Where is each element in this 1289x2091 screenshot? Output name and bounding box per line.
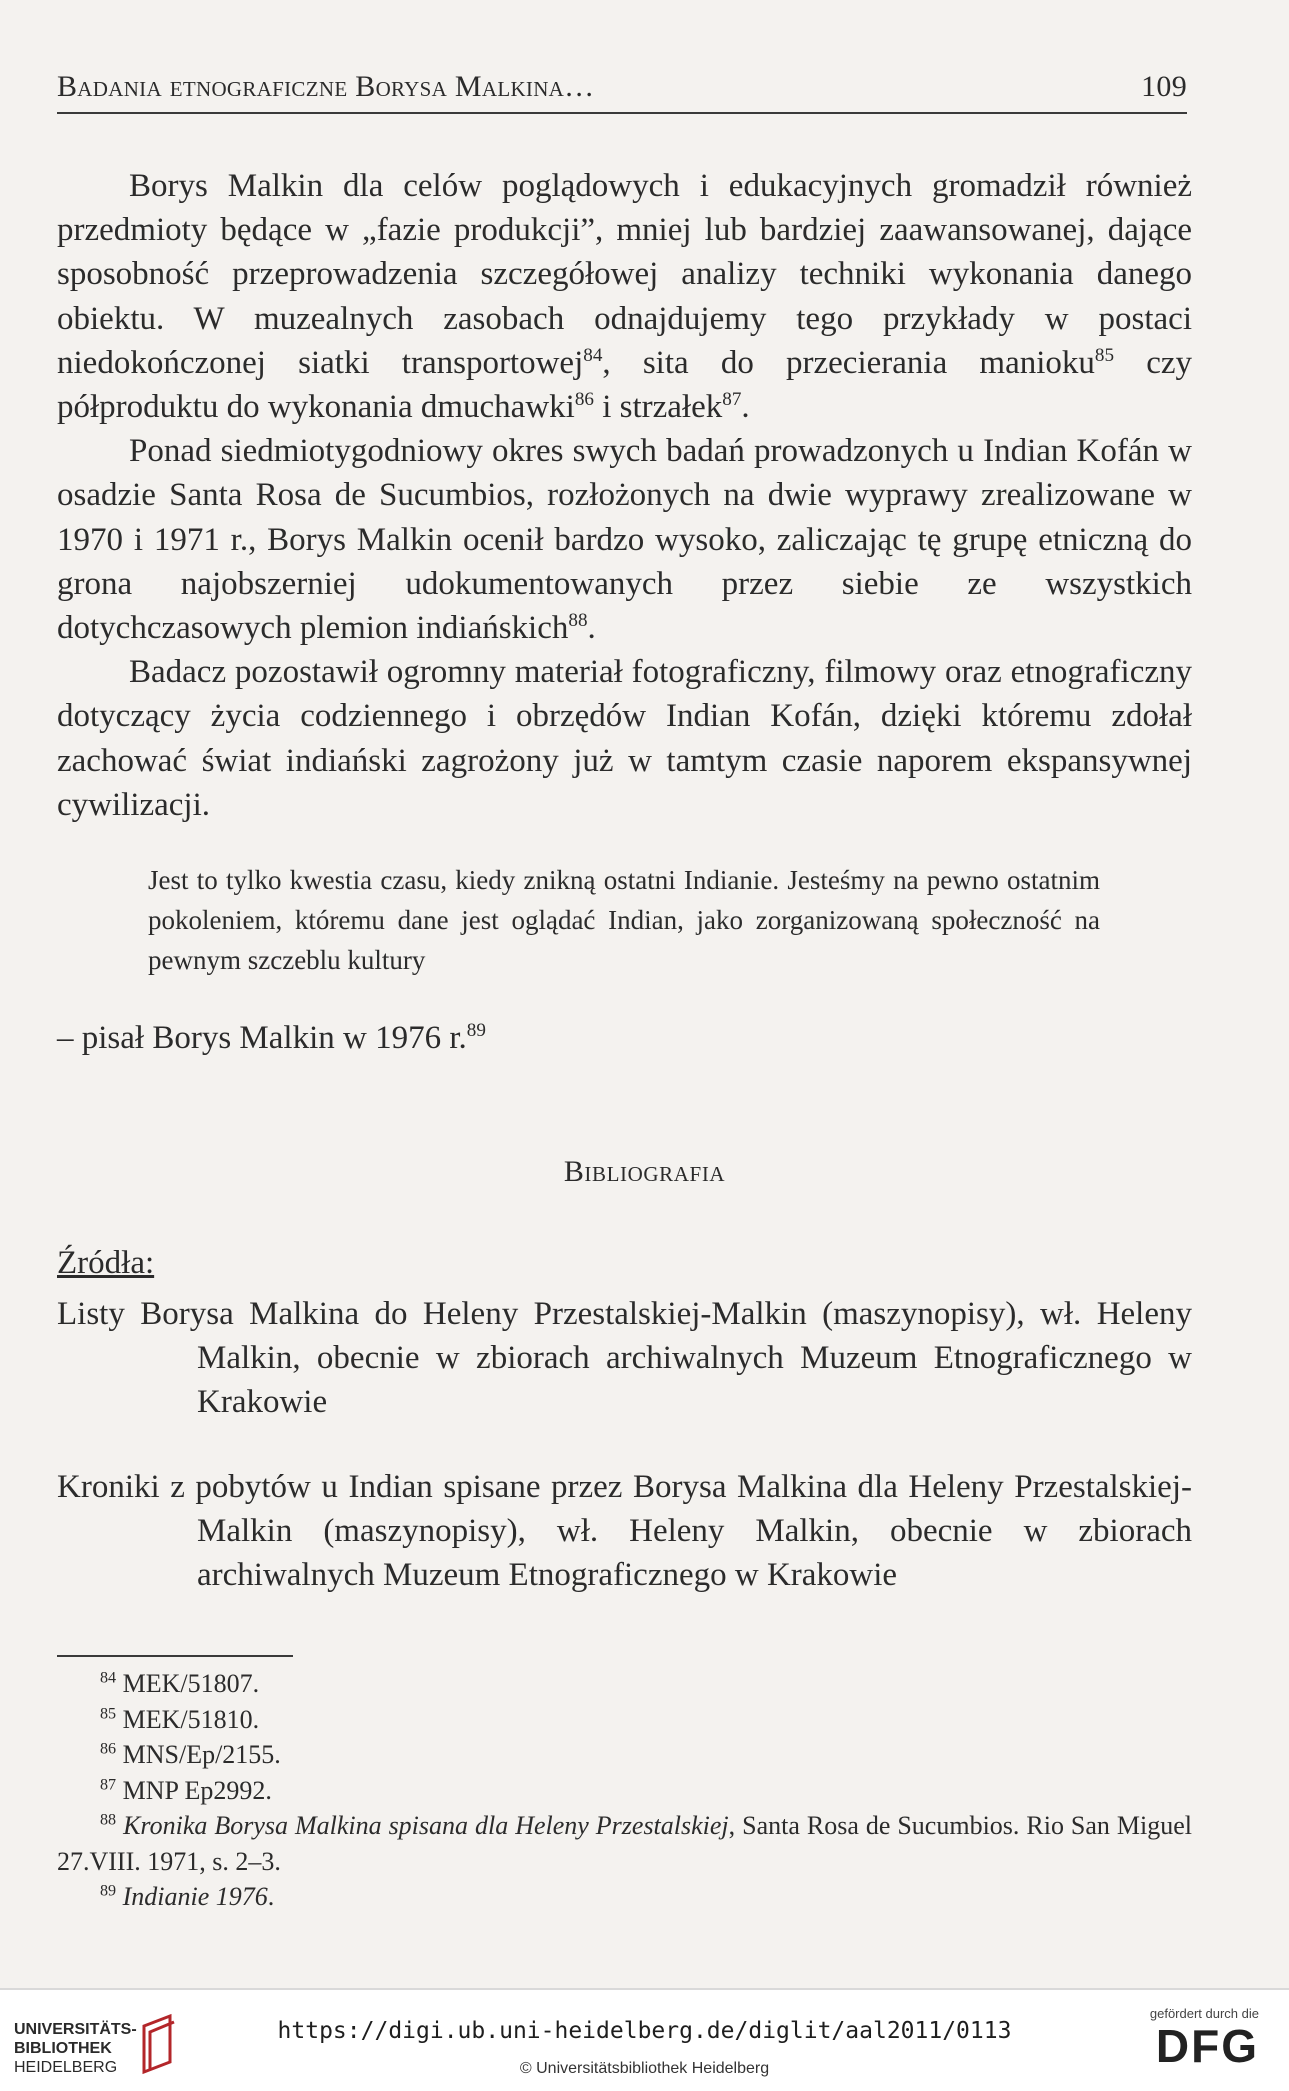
- funder-note: gefördert durch die: [1149, 2006, 1259, 2021]
- page-number: 109: [1141, 70, 1187, 103]
- paragraph-3: Badacz pozostawił ogromny materiał fotograficzny, filmowy oraz etnograficzny dotyczący życia codziennego i obrzędów Indian Kofán, dzięki któremu zdołał zachować świat indiański zagrożony już w tamtym czasie naporem ekspansywnej cywilizacji.: [57, 654, 1192, 823]
- footnote-text: .: [267, 1882, 275, 1911]
- running-title: Badania etnograficzne Borysa Malkina…: [57, 70, 595, 103]
- viewer-footer: [0, 1988, 1289, 2091]
- footnote-separator: [57, 1655, 293, 1657]
- bibliography-entry: Kroniki z pobytów u Indian spisane przez Borysa Malkina dla Heleny Przestalskiej-Malkin (maszynopisy), wł. Heleny Malkin, obecnie w zbiorach archiwalnych Muzeum Etnograficznego w Krakowie: [57, 1469, 1192, 1594]
- footnote-number: 89: [100, 1882, 117, 1900]
- logo-line: UNIVERSITÄTS-: [14, 2021, 137, 2038]
- footnote-number: 88: [100, 1811, 117, 1829]
- footnote-number: 86: [100, 1740, 117, 1758]
- copyright-notice: © Universitätsbibliothek Heidelberg: [519, 2060, 770, 2077]
- bibliography-entry: Listy Borysa Malkina do Heleny Przestalskiej-Malkin (maszynopisy), wł. Heleny Malkin, obecnie w zbiorach archiwalnych Muzeum Etnograficznego w Krakowie: [57, 1296, 1192, 1421]
- footnote: [57, 1773, 1192, 1809]
- paragraph-1: [57, 164, 1192, 429]
- footnote-ref-84[interactable]: 84: [583, 344, 603, 366]
- footnote-text: , Santa Rosa de Sucumbios. Rio San Miguel 27.VIII. 1971, s. 2–3.: [57, 1811, 1192, 1876]
- footnote-ref-89[interactable]: 89: [466, 1020, 486, 1041]
- logo-line: BIBLIOTHEK: [14, 2040, 112, 2057]
- footnote-ref-87[interactable]: 87: [722, 389, 742, 411]
- main-text: [57, 164, 1192, 827]
- footnotes: [57, 1666, 1192, 1915]
- block-quote: Jest to tylko kwestia czasu, kiedy znikną ostatni Indianie. Jesteśmy na pewno ostatnim pokoleniem, któremu dane jest oglądać Indian, jako zorganizowaną społeczność na pewnym szczeblu kultury: [148, 865, 1100, 975]
- footnote-text: MEK/51807.: [122, 1669, 260, 1698]
- paragraph-1-text-e: .: [741, 389, 750, 426]
- paragraph-2: [57, 429, 1192, 650]
- footnote-number: 84: [100, 1669, 117, 1687]
- footnote-ref-86[interactable]: 86: [574, 389, 594, 411]
- paragraph-2-text-a: Ponad siedmiotygodniowy okres swych badań prowadzonych u Indian Kofán w osadzie Santa Rosa de Sucumbios, rozłożonych na dwie wyprawy zrealizowane w 1970 i 1971 r., Borys Malkin ocenił bardzo wysoko, zaliczając tę grupę etniczną do grona najobszerniej udokumentowanych przez siebie ze wszystkich dotychczasowych plemion indiańskich: [57, 433, 1192, 647]
- footnote: [57, 1737, 1192, 1773]
- bibliography-heading: Bibliografia: [563, 1155, 726, 1188]
- dfg-logo-text: DFG: [1155, 2020, 1259, 2072]
- quote-attribution-text: – pisał Borys Malkin w 1976 r.: [57, 1020, 467, 1056]
- paragraph-1-text-d: i strzałek: [593, 389, 723, 426]
- footnote-text: MNS/Ep/2155.: [122, 1740, 281, 1769]
- footnote-ref-88[interactable]: 88: [568, 610, 588, 632]
- footnote: [57, 1666, 1192, 1702]
- funder-logo[interactable]: [1150, 2006, 1259, 2071]
- paragraph-1-text-b: , sita do przecierania manioku: [602, 344, 1095, 381]
- quote-attribution: [57, 1020, 486, 1057]
- document-url-link[interactable]: https://digi.ub.uni-heidelberg.de/diglit/aal2011/0113: [277, 2018, 1012, 2044]
- footnote-ref-85[interactable]: 85: [1094, 344, 1115, 366]
- paragraph-1-text-a: Borys Malkin dla celów poglądowych i edukacyjnych gromadził również przedmioty będące w „fazie produkcji”, mniej lub bardziej zaawansowanej, dające sposobność przeprowadzenia szczegółowej analizy techniki wykonania danego obiektu. W muzealnych zasobach odnajdujemy tego przykłady w postaci niedokończonej siatki transportowej: [57, 168, 1192, 381]
- footnote-text: MEK/51810.: [122, 1704, 260, 1734]
- paragraph-2-text-b: .: [587, 610, 596, 647]
- footnote: [57, 1808, 1192, 1879]
- sources-label: Źródła:: [57, 1245, 155, 1281]
- footnote-text: MNP Ep2992.: [122, 1775, 272, 1805]
- footnote-number: 85: [100, 1704, 117, 1722]
- footnote: [57, 1702, 1192, 1738]
- logo-line: HEIDELBERG: [14, 2059, 118, 2076]
- footnote-number: 87: [100, 1775, 117, 1793]
- footnote-title: Kronika Borysa Malkina spisana dla Heleny Przestalskiej: [123, 1811, 729, 1840]
- footnote: [57, 1879, 1192, 1915]
- running-header: [57, 70, 1187, 114]
- paragraph-1-text-c: czy półproduktu do wykonania dmuchawki: [57, 344, 1192, 426]
- footnote-title: Indianie 1976: [122, 1882, 268, 1911]
